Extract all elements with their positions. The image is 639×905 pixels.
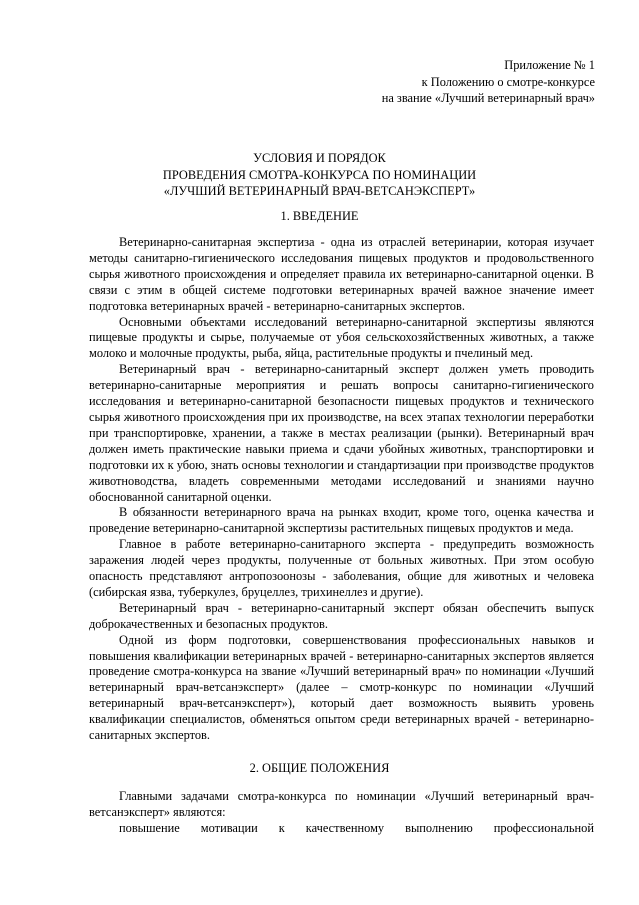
appendix-note: [382, 57, 595, 107]
title-line: УСЛОВИЯ И ПОРЯДОК: [253, 151, 386, 165]
paragraph: В обязанности ветеринарного врача на рынках входит, кроме того, оценка качества и проведение ветеринарно-санитарной экспертизы растительных пищевых продуктов и меда.: [89, 505, 594, 536]
paragraph: повышение мотивации к качественному выполнению профессиональной: [119, 820, 594, 835]
appendix-line: на звание «Лучший ветеринарный врач»: [381, 91, 595, 105]
paragraph: Одной из форм подготовки, совершенствования профессиональных навыков и повышения квалификации ветеринарных врачей - ветеринарно-санитарных экспертов является проведение смотра-конкурса на звание «Лучший ветеринарный врач» по номинации «Лучший ветеринарный врач-ветсанэксперт» (далее – смотр-конкурс по номинации «Лучший ветеринарный врач-ветсанэксперт»), который дает возможность выявить уровень квалификации специалистов, обменяться опытом среди ветеринарных врачей - ветеринарно-санитарных экспертов.: [89, 632, 594, 743]
paragraph: Ветеринарный врач - ветеринарно-санитарный эксперт должен уметь проводить ветеринарно-санитарные мероприятия и решать вопросы санитарно-гигиенического исследования и ветеринарно-санитарной безопасности пищевых продуктов и технического сырья животного происхождения при их производстве, на всех этапах технологии переработки при транспортировке, хранении, а также в местах реализации (рынки). Ветеринарный врач должен иметь практические навыки приема и сдачи убойных животных, транспортировки и подготовки их к убою, знать основы технологии и стандартизации при производстве продуктов животноводства, владеть современными методами исследований и знаниями научно обоснованной санитарной оценки.: [89, 362, 594, 504]
section-body-general-provisions: [89, 789, 594, 837]
paragraph: Основными объектами исследований ветеринарно-санитарной экспертизы являются пищевые продукты и сырье, получаемые от убоя сельскохозяйственных животных, а также молоко и молочные продукты, рыба, яйца, растительные продукты и пчелиный мед.: [89, 314, 594, 361]
paragraph: Ветеринарно-санитарная экспертиза - одна из отраслей ветеринарии, которая изучает методы санитарно-гигиенического исследования пищевых продуктов и продовольственного сырья животного происхождения и определяет правила их ветеринарно-санитарной оценки. В связи с этим в общей системе подготовки ветеринарных врачей важное значение имеет подготовка ветеринарных врачей - ветеринарно-санитарных экспертов.: [89, 235, 594, 313]
appendix-line: Приложение № 1: [504, 58, 595, 72]
appendix-line: к Положению о смотре-конкурсе: [421, 74, 595, 89]
document-title: [0, 150, 639, 200]
title-line: «ЛУЧШИЙ ВЕТЕРИНАРНЫЙ ВРАЧ-ВЕТСАНЭКСПЕРТ»: [163, 184, 476, 198]
title-line: ПРОВЕДЕНИЯ СМОТРА-КОНКУРСА ПО НОМИНАЦИИ: [162, 167, 477, 182]
paragraph: Главное в работе ветеринарно-санитарного эксперта - предупредить возможность заражения людей через продукты, полученные от больных животных. При этом особую опасность представляют антропозоонозы - заболевания, общие для животных и человека (сибирская язва, туберкулез, бруцеллез, трихинеллез и другие).: [89, 537, 594, 599]
section-body-introduction: [89, 235, 594, 744]
section-heading-general-provisions: 2. ОБЩИЕ ПОЛОЖЕНИЯ: [249, 761, 390, 775]
paragraph: Главными задачами смотра-конкурса по номинации «Лучший ветеринарный врач-ветсанэксперт» являются:: [89, 789, 594, 819]
section-heading-introduction: 1. ВВЕДЕНИЕ: [280, 209, 359, 223]
paragraph: Ветеринарный врач - ветеринарно-санитарный эксперт обязан обеспечить выпуск доброкачественных и безопасных продуктов.: [89, 600, 594, 631]
